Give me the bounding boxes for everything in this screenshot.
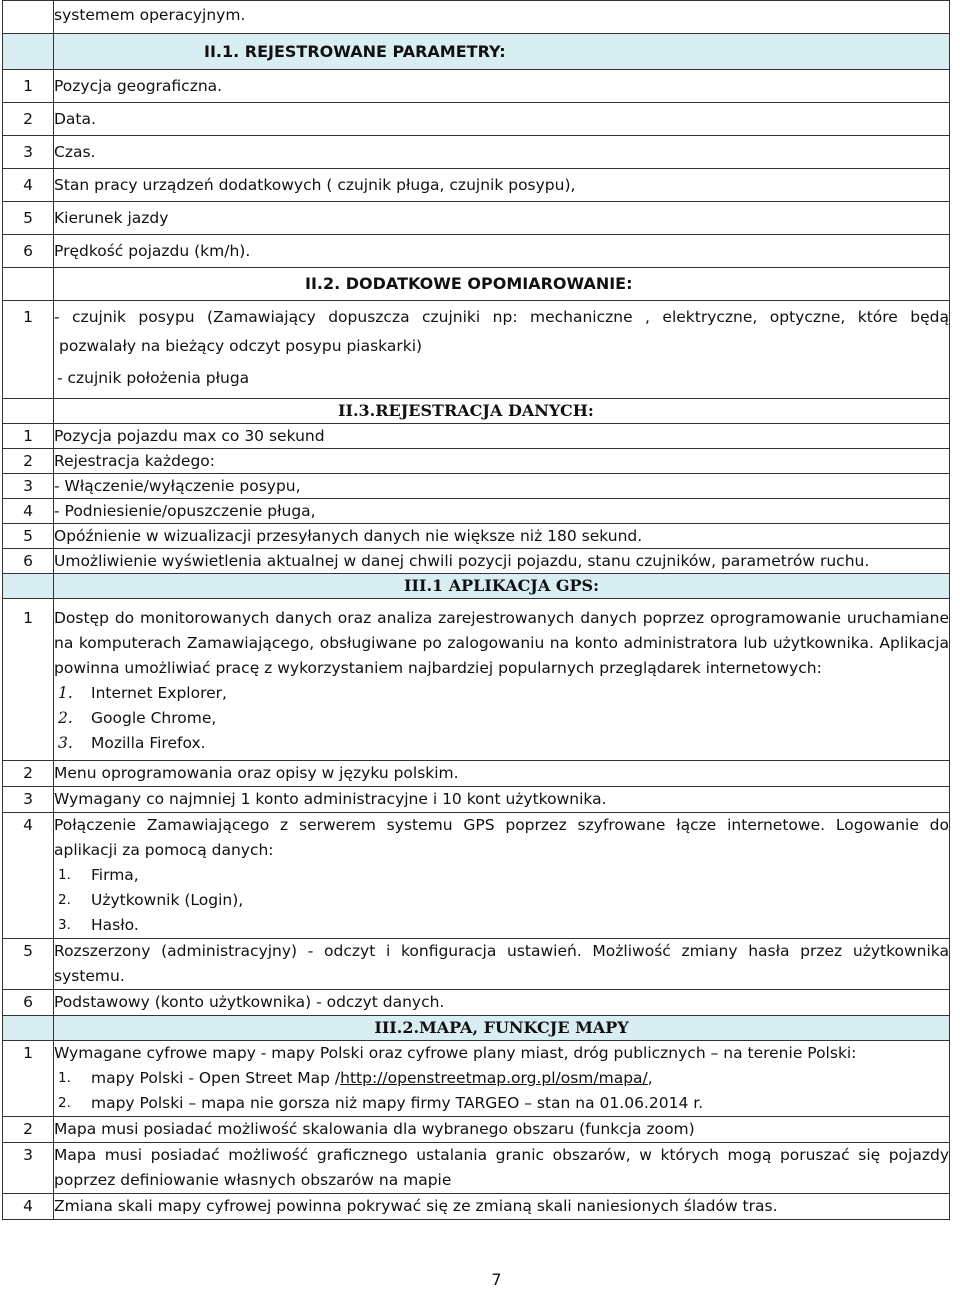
table-row bbox=[3, 1194, 950, 1220]
row-number: 6 bbox=[3, 990, 54, 1016]
row-number: 5 bbox=[3, 939, 54, 990]
row-number: 2 bbox=[3, 449, 54, 474]
row-number: 4 bbox=[3, 499, 54, 524]
table-row bbox=[3, 499, 950, 524]
section-header-row bbox=[3, 399, 950, 424]
row-text: Data. bbox=[54, 103, 950, 136]
row-text: Umożliwienie wyświetlenia aktualnej w danej chwili pozycji pojazdu, stanu czujników, parametrów ruchu. bbox=[54, 549, 950, 574]
row-text: Dostęp do monitorowanych danych oraz analiza zarejestrowanych danych poprzez oprogramowanie uruchamiane na komputerach Zamawiającego, obsługiwane po zalogowaniu na konto administratora lub użytkownika. Aplikacja powinna umożliwiać pracę z wykorzystaniem najbardziej popularnych przeglądarek internetowych: bbox=[54, 609, 949, 677]
section-header-row bbox=[3, 268, 950, 301]
table-row bbox=[3, 1041, 950, 1117]
section-title: II.1. REJESTROWANE PARAMETRY: bbox=[54, 34, 950, 70]
list-item: 2. Google Chrome, bbox=[58, 709, 217, 727]
row-text: Mapa musi posiadać możliwość skalowania dla wybranego obszaru (funkcja zoom) bbox=[54, 1117, 950, 1143]
row-text: Połączenie Zamawiającego z serwerem systemu GPS poprzez szyfrowane łącze internetowe. Logowanie do aplikacji za pomocą danych: bbox=[54, 816, 949, 859]
section-header-row bbox=[3, 574, 950, 599]
section-title: III.1 APLIKACJA GPS: bbox=[54, 574, 950, 599]
section-title: II.2. DODATKOWE OPOMIAROWANIE: bbox=[54, 268, 950, 301]
row-text: Mapa musi posiadać możliwość graficznego ustalania granic obszarów, w których mogą poruszać się pojazdy poprzez definiowanie własnych obszarów na mapie bbox=[54, 1143, 950, 1194]
row-text: Stan pracy urządzeń dodatkowych ( czujnik pługa, czujnik posypu), bbox=[54, 169, 950, 202]
table-row bbox=[3, 990, 950, 1016]
row-text: Pozycja pojazdu max co 30 sekund bbox=[54, 424, 950, 449]
row-number: 3 bbox=[3, 136, 54, 169]
row-text: pozwalały na bieżący odczyt posypu piaskarki) bbox=[59, 337, 423, 355]
row-text: - czujnik posypu (Zamawiający dopuszcza czujniki np: mechaniczne , elektryczne, optyczne, które będą bbox=[54, 308, 949, 326]
row-text: Menu oprogramowania oraz opisy w języku polskim. bbox=[54, 761, 950, 787]
section-header-row bbox=[3, 1016, 950, 1041]
row-number: 1 bbox=[3, 1041, 54, 1117]
table-row bbox=[3, 549, 950, 574]
table-row bbox=[3, 301, 950, 399]
row-text: Wymagane cyfrowe mapy - mapy Polski oraz cyfrowe plany miast, dróg publicznych – na terenie Polski: bbox=[54, 1044, 857, 1062]
table-row bbox=[3, 524, 950, 549]
table-row bbox=[3, 813, 950, 939]
row-text: Podstawowy (konto użytkownika) - odczyt danych. bbox=[54, 990, 950, 1016]
table-row bbox=[3, 169, 950, 202]
row-number: 2 bbox=[3, 1117, 54, 1143]
list-item: 1. Firma, bbox=[58, 866, 139, 884]
row-text: systemem operacyjnym. bbox=[54, 1, 950, 34]
table-row bbox=[3, 1, 950, 34]
page-number: 7 bbox=[491, 1270, 502, 1289]
row-text: Zmiana skali mapy cyfrowej powinna pokrywać się ze zmianą skali naniesionych śladów tras. bbox=[54, 1194, 950, 1220]
row-text: Kierunek jazdy bbox=[54, 202, 950, 235]
row-number: 6 bbox=[3, 549, 54, 574]
table-row bbox=[3, 761, 950, 787]
list-item: 1. Internet Explorer, bbox=[58, 684, 227, 702]
row-number: 1 bbox=[3, 70, 54, 103]
row-number: 2 bbox=[3, 761, 54, 787]
row-text: Prędkość pojazdu (km/h). bbox=[54, 235, 950, 268]
list-item: 2. mapy Polski – mapa nie gorsza niż mapy firmy TARGEO – stan na 01.06.2014 r. bbox=[58, 1094, 704, 1112]
table-row bbox=[3, 449, 950, 474]
section-title: III.2.MAPA, FUNKCJE MAPY bbox=[54, 1016, 950, 1041]
list-item: 3. Mozilla Firefox. bbox=[58, 734, 206, 752]
row-number: 3 bbox=[3, 1143, 54, 1194]
row-number: 2 bbox=[3, 103, 54, 136]
row-number: 3 bbox=[3, 787, 54, 813]
requirements-table bbox=[2, 0, 950, 1220]
row-number: 4 bbox=[3, 1194, 54, 1220]
table-row bbox=[3, 103, 950, 136]
table-row bbox=[3, 136, 950, 169]
row-number: 4 bbox=[3, 169, 54, 202]
list-item: 1. mapy Polski - Open Street Map /http://openstreetmap.org.pl/osm/mapa/, bbox=[58, 1069, 653, 1087]
row-text: Pozycja geograficzna. bbox=[54, 70, 950, 103]
section-title: II.3.REJESTRACJA DANYCH: bbox=[54, 399, 950, 424]
row-number bbox=[3, 1, 54, 34]
row-text: - czujnik położenia pługa bbox=[57, 369, 250, 387]
osm-map-link[interactable]: http://openstreetmap.org.pl/osm/mapa/ bbox=[340, 1069, 648, 1087]
table-row bbox=[3, 235, 950, 268]
table-row bbox=[3, 202, 950, 235]
table-row bbox=[3, 1117, 950, 1143]
table-row bbox=[3, 474, 950, 499]
list-item: 2. Użytkownik (Login), bbox=[58, 891, 244, 909]
row-number: 5 bbox=[3, 524, 54, 549]
row-number: 1 bbox=[3, 424, 54, 449]
list-item: 3. Hasło. bbox=[58, 916, 139, 934]
row-text: - Włączenie/wyłączenie posypu, bbox=[54, 474, 950, 499]
row-text: Opóźnienie w wizualizacji przesyłanych danych nie większe niż 180 sekund. bbox=[54, 524, 950, 549]
row-text: Czas. bbox=[54, 136, 950, 169]
table-row bbox=[3, 939, 950, 990]
row-number: 1 bbox=[3, 301, 54, 399]
row-number: 3 bbox=[3, 474, 54, 499]
row-number: 4 bbox=[3, 813, 54, 939]
row-text: Rejestracja każdego: bbox=[54, 449, 950, 474]
row-text: - Podniesienie/opuszczenie pługa, bbox=[54, 499, 950, 524]
row-number: 5 bbox=[3, 202, 54, 235]
table-row bbox=[3, 424, 950, 449]
row-text: Wymagany co najmniej 1 konto administracyjne i 10 kont użytkownika. bbox=[54, 787, 950, 813]
table-row bbox=[3, 599, 950, 761]
row-number: 1 bbox=[3, 599, 54, 761]
table-row bbox=[3, 1143, 950, 1194]
row-text: Rozszerzony (administracyjny) - odczyt i konfiguracja ustawień. Możliwość zmiany hasła przez użytkownika systemu. bbox=[54, 939, 950, 990]
row-number: 6 bbox=[3, 235, 54, 268]
table-row bbox=[3, 70, 950, 103]
section-header-row bbox=[3, 34, 950, 70]
table-row bbox=[3, 787, 950, 813]
